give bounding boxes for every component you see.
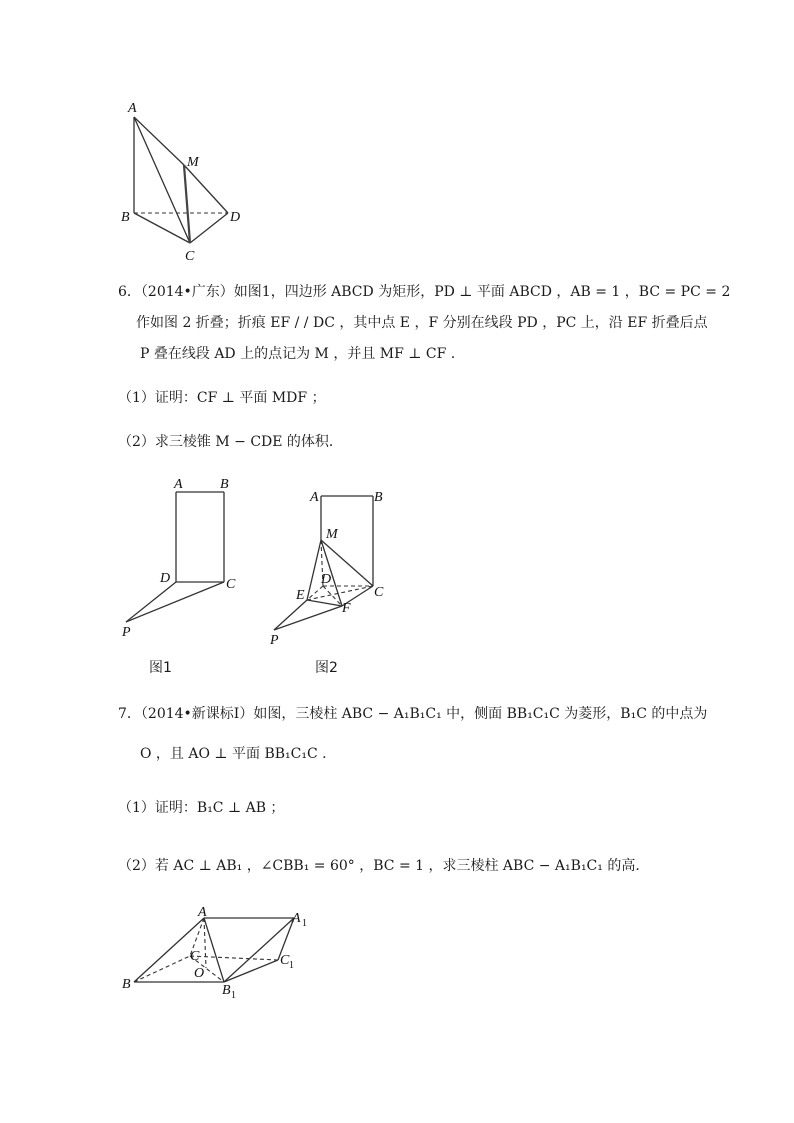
label-B: B <box>374 490 383 505</box>
label-M: M <box>187 155 199 170</box>
label-B: B <box>121 210 130 225</box>
q6-line3: P 叠在线段 AD 上的点记为 M ，并且 MF ⊥ CF . <box>140 346 456 362</box>
label-C1-subscript: 1 <box>289 960 294 971</box>
q6-part2: （2）求三棱锥 M − CDE 的体积． <box>118 434 343 450</box>
label-P: P <box>122 625 131 640</box>
label-B: B <box>220 477 229 492</box>
label-D: D <box>230 210 241 225</box>
q6-figure2 <box>262 482 412 657</box>
label-A1: A <box>292 911 301 926</box>
label-D: D <box>160 571 171 586</box>
label-C: C <box>226 577 236 592</box>
label-A: A <box>198 905 207 920</box>
label-A1-subscript: 1 <box>302 918 307 929</box>
label-B1: B <box>222 983 231 998</box>
label-D: D <box>321 572 332 587</box>
q6-line1: 6．（2014•广东）如图1，四边形 ABCD 为矩形，PD ⊥ 平面 ABCD ，AB = 1 ，BC = PC = 2 <box>118 284 731 300</box>
figure2-caption: 图2 <box>315 660 338 676</box>
label-A: A <box>310 490 319 505</box>
label-F: F <box>342 601 351 616</box>
q7-line2: O ，且 AO ⊥ 平面 BB₁C₁C . <box>140 746 327 762</box>
q6-line2: 作如图 2 折叠；折痕 EF / / DC ，其中点 E ，F 分别在线段 PD ，PC 上，沿 EF 折叠后点 <box>136 315 708 331</box>
q5-figure <box>110 95 260 265</box>
label-E: E <box>296 588 305 603</box>
q6-part1: （1）证明：CF ⊥ 平面 MDF ； <box>118 390 326 406</box>
label-M: M <box>326 527 338 542</box>
q7-part1: （1）证明：B₁C ⊥ AB ； <box>118 800 285 816</box>
q7-line1: 7．（2014•新课标Ⅰ）如图，三棱柱 ABC − A₁B₁C₁ 中，侧面 BB₁C₁C 为菱形，B₁C 的中点为 <box>118 706 708 722</box>
label-B1-subscript: 1 <box>231 990 236 1001</box>
label-C1: C <box>280 953 290 968</box>
label-A: A <box>128 101 137 116</box>
figure1-caption: 图1 <box>149 660 172 676</box>
label-P: P <box>270 633 279 648</box>
label-C: C <box>185 249 195 264</box>
q7-part2: （2）若 AC ⊥ AB₁ ，∠CBB₁ = 60° ，BC = 1 ，求三棱柱 ABC − A₁B₁C₁ 的高． <box>118 858 650 874</box>
label-B: B <box>122 977 131 992</box>
label-C: C <box>190 949 200 964</box>
q6-figure1 <box>110 472 260 647</box>
label-C: C <box>374 585 384 600</box>
label-O: O <box>194 966 205 981</box>
q7-figure <box>118 900 318 1000</box>
label-A: A <box>174 477 183 492</box>
